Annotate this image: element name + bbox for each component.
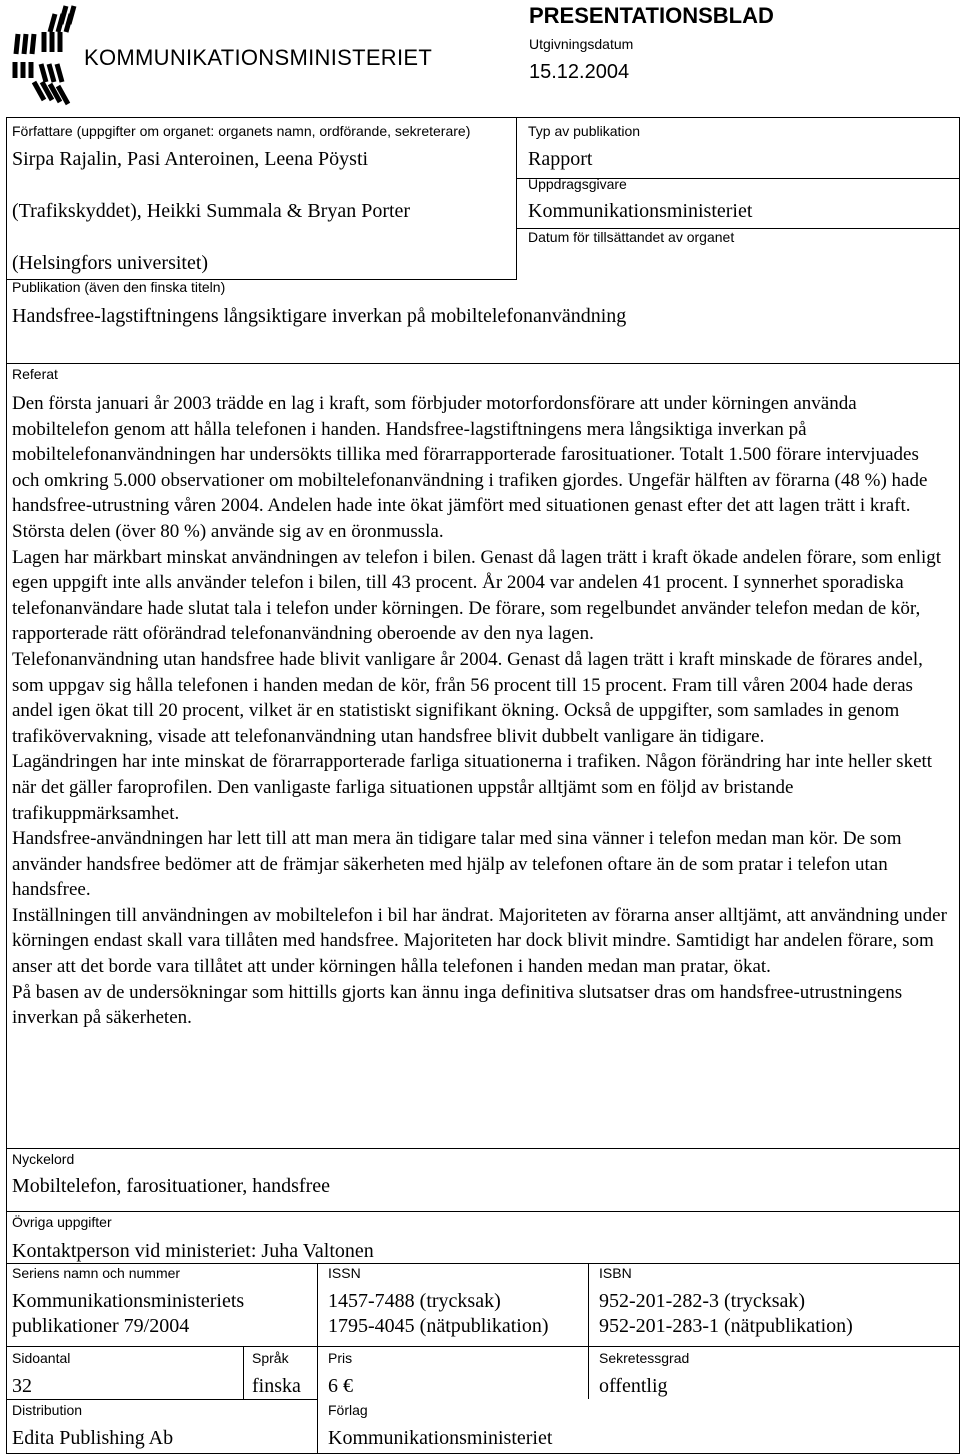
abstract-label: Referat xyxy=(12,366,58,382)
series-line: Kommunikationsministeriets xyxy=(12,1290,245,1312)
issn-label: ISSN xyxy=(328,1265,361,1281)
isbn-line: 952-201-283-1 (nätpublikation) xyxy=(599,1315,853,1337)
classification-value: offentlig xyxy=(599,1375,668,1397)
authors-label: Författare (uppgifter om organet: organets namn, ordförande, sekreterare) xyxy=(12,123,471,139)
authors-line: Sirpa Rajalin, Pasi Anteroinen, Leena Pöysti xyxy=(12,148,369,170)
series-line: publikationer 79/2004 xyxy=(12,1315,190,1337)
page-count-label: Sidoantal xyxy=(12,1350,71,1366)
publication-title: Handsfree-lagstiftningens långsiktigare inverkan på mobiltelefonanvändning xyxy=(12,305,627,327)
abstract-paragraph: Lagändringen har inte minskat de förarrapporterade farliga situationerna i trafiken. Någon förändring har inte heller skett när det gäller faroprofilen. Den vanligaste farliga situationen uppstår alltjämt som en följd av bristande trafikuppmärksamhet. xyxy=(12,751,933,824)
divider xyxy=(516,117,517,279)
divider xyxy=(317,1263,318,1453)
divider xyxy=(6,363,959,364)
divider xyxy=(6,1399,317,1400)
divider xyxy=(243,1346,244,1400)
language-value: finska xyxy=(252,1375,301,1397)
authors-line: (Helsingfors universitet) xyxy=(12,252,209,274)
publication-date-value: 15.12.2004 xyxy=(529,61,630,83)
keywords-value: Mobiltelefon, farosituationer, handsfree xyxy=(12,1175,330,1197)
publication-type-label: Typ av publikation xyxy=(528,123,641,139)
divider xyxy=(588,1263,589,1399)
language-label: Språk xyxy=(252,1350,289,1366)
issn-line: 1795-4045 (nätpublikation) xyxy=(328,1315,549,1337)
appointment-date-label: Datum för tillsättandet av organet xyxy=(528,229,735,245)
other-info-value: Kontaktperson vid ministeriet: Juha Valtonen xyxy=(12,1240,374,1262)
other-info-label: Övriga uppgifter xyxy=(12,1214,112,1230)
divider xyxy=(6,1263,959,1264)
abstract-paragraph: Inställningen till användningen av mobiltelefon i bil har ändrat. Majoriteten av förarna anser alltjämt, att användning under körningen endast skall vara tillåten med handsfree. Majoriteten har dock blivit mindre. Samtidigt har andelen förare, som anser att det borde vara tillåtet att under körningen hålla telefonen i handen medan man pratar, ökat. xyxy=(12,904,947,978)
price-label: Pris xyxy=(328,1350,353,1366)
abstract-paragraph: På basen av de undersökningar som hittills gjorts kan ännu inga definitiva slutsatser dras om handsfree-utrustningens inverkan på säkerheten. xyxy=(12,981,903,1029)
page-count-value: 32 xyxy=(12,1375,32,1397)
publisher-value: Kommunikationsministeriet xyxy=(328,1427,553,1449)
divider xyxy=(6,1148,959,1149)
series-label: Seriens namn och nummer xyxy=(12,1265,181,1281)
abstract-paragraph: Den första januari år 2003 trädde en lag i kraft, som förbjuder motorfordonsförare att under körningen använda mobiltelefon genom att hålla telefonen i handen. Handsfree-lagstiftningens mera långsiktiga inverkan på mobiltelefonanvändningen har undersökts tillika med förarrapporterade farosituationer. Totalt 1.500 förare intervjuades och omkring 5.000 observationer om mobiltelefonanvändning i trafiken gjordes. Ungefär hälften av förarna (48 %) hade handsfree-utrustning våren 2004. Andelen hade inte ökat jämfört med situationen genast efter det att lagen trätt i kraft. Största delen (över 80 %) använde sig av en öronmussla. xyxy=(12,393,928,542)
price-value: 6 € xyxy=(328,1375,353,1397)
publication-date-label: Utgivningsdatum xyxy=(529,36,634,52)
publisher-label: Förlag xyxy=(328,1402,368,1418)
abstract-paragraph: Handsfree-användningen har lett till att man mera än tidigare talar med sina vänner i telefon medan man kör. De som använder handsfree bedömer att de främjar säkerheten med hjälp av telefonen oftare än de som pratar i telefon utan handsfree. xyxy=(12,828,902,901)
ministry-logo-icon xyxy=(10,4,82,110)
commissioner-label: Uppdragsgivare xyxy=(528,176,627,192)
publication-label: Publikation (även den finska titeln) xyxy=(12,279,226,295)
keywords-label: Nyckelord xyxy=(12,1151,75,1167)
publication-type-value: Rapport xyxy=(528,148,593,170)
abstract-paragraph: Lagen har märkbart minskat användningen av telefon i bilen. Genast då lagen trätt i kraft ökade andelen förare, som enligt egen uppgift inte alls använder telefon i bilen, till 43 procent. År 2004 var andelen 41 procent. I synnerhet sporadiska telefonanvändare hade slutat tala i telefon under körningen. De förare, som regelbundet använder telefon medan de kör, rapporterade rätt oförändrad telefonanvändning oberoende av den nya lagen. xyxy=(12,546,942,645)
issn-line: 1457-7488 (trycksak) xyxy=(328,1290,501,1312)
abstract-paragraph: Telefonanvändning utan handsfree hade blivit vanligare år 2004. Genast då lagen trätt i kraft minskade de förares andel, som uppgav sig hålla telefonen i handen medan de kör, från 56 procent till 15 procent. Fram till våren 2004 hade deras andel igen ökat till 20 procent, vilket är en statistiskt signifikant ökning. Också de uppgifter, som samlades in genom trafikövervakning, visade att telefonanvändning utan handsfree blivit dubbelt vanligare än tidigare. xyxy=(12,648,923,747)
authors-line: (Trafikskyddet), Heikki Summala & Bryan Porter xyxy=(12,200,411,222)
isbn-label: ISBN xyxy=(599,1265,632,1281)
distribution-value: Edita Publishing Ab xyxy=(12,1427,174,1449)
distribution-label: Distribution xyxy=(12,1402,83,1418)
divider xyxy=(6,1211,959,1212)
commissioner-value: Kommunikationsministeriet xyxy=(528,200,753,222)
page-title: PRESENTATIONSBLAD xyxy=(529,3,774,28)
isbn-line: 952-201-282-3 (trycksak) xyxy=(599,1290,806,1312)
ministry-name: KOMMUNIKATIONSMINISTERIET xyxy=(84,45,433,70)
abstract-text xyxy=(12,391,947,1031)
classification-label: Sekretessgrad xyxy=(599,1350,690,1366)
divider xyxy=(6,1346,959,1347)
